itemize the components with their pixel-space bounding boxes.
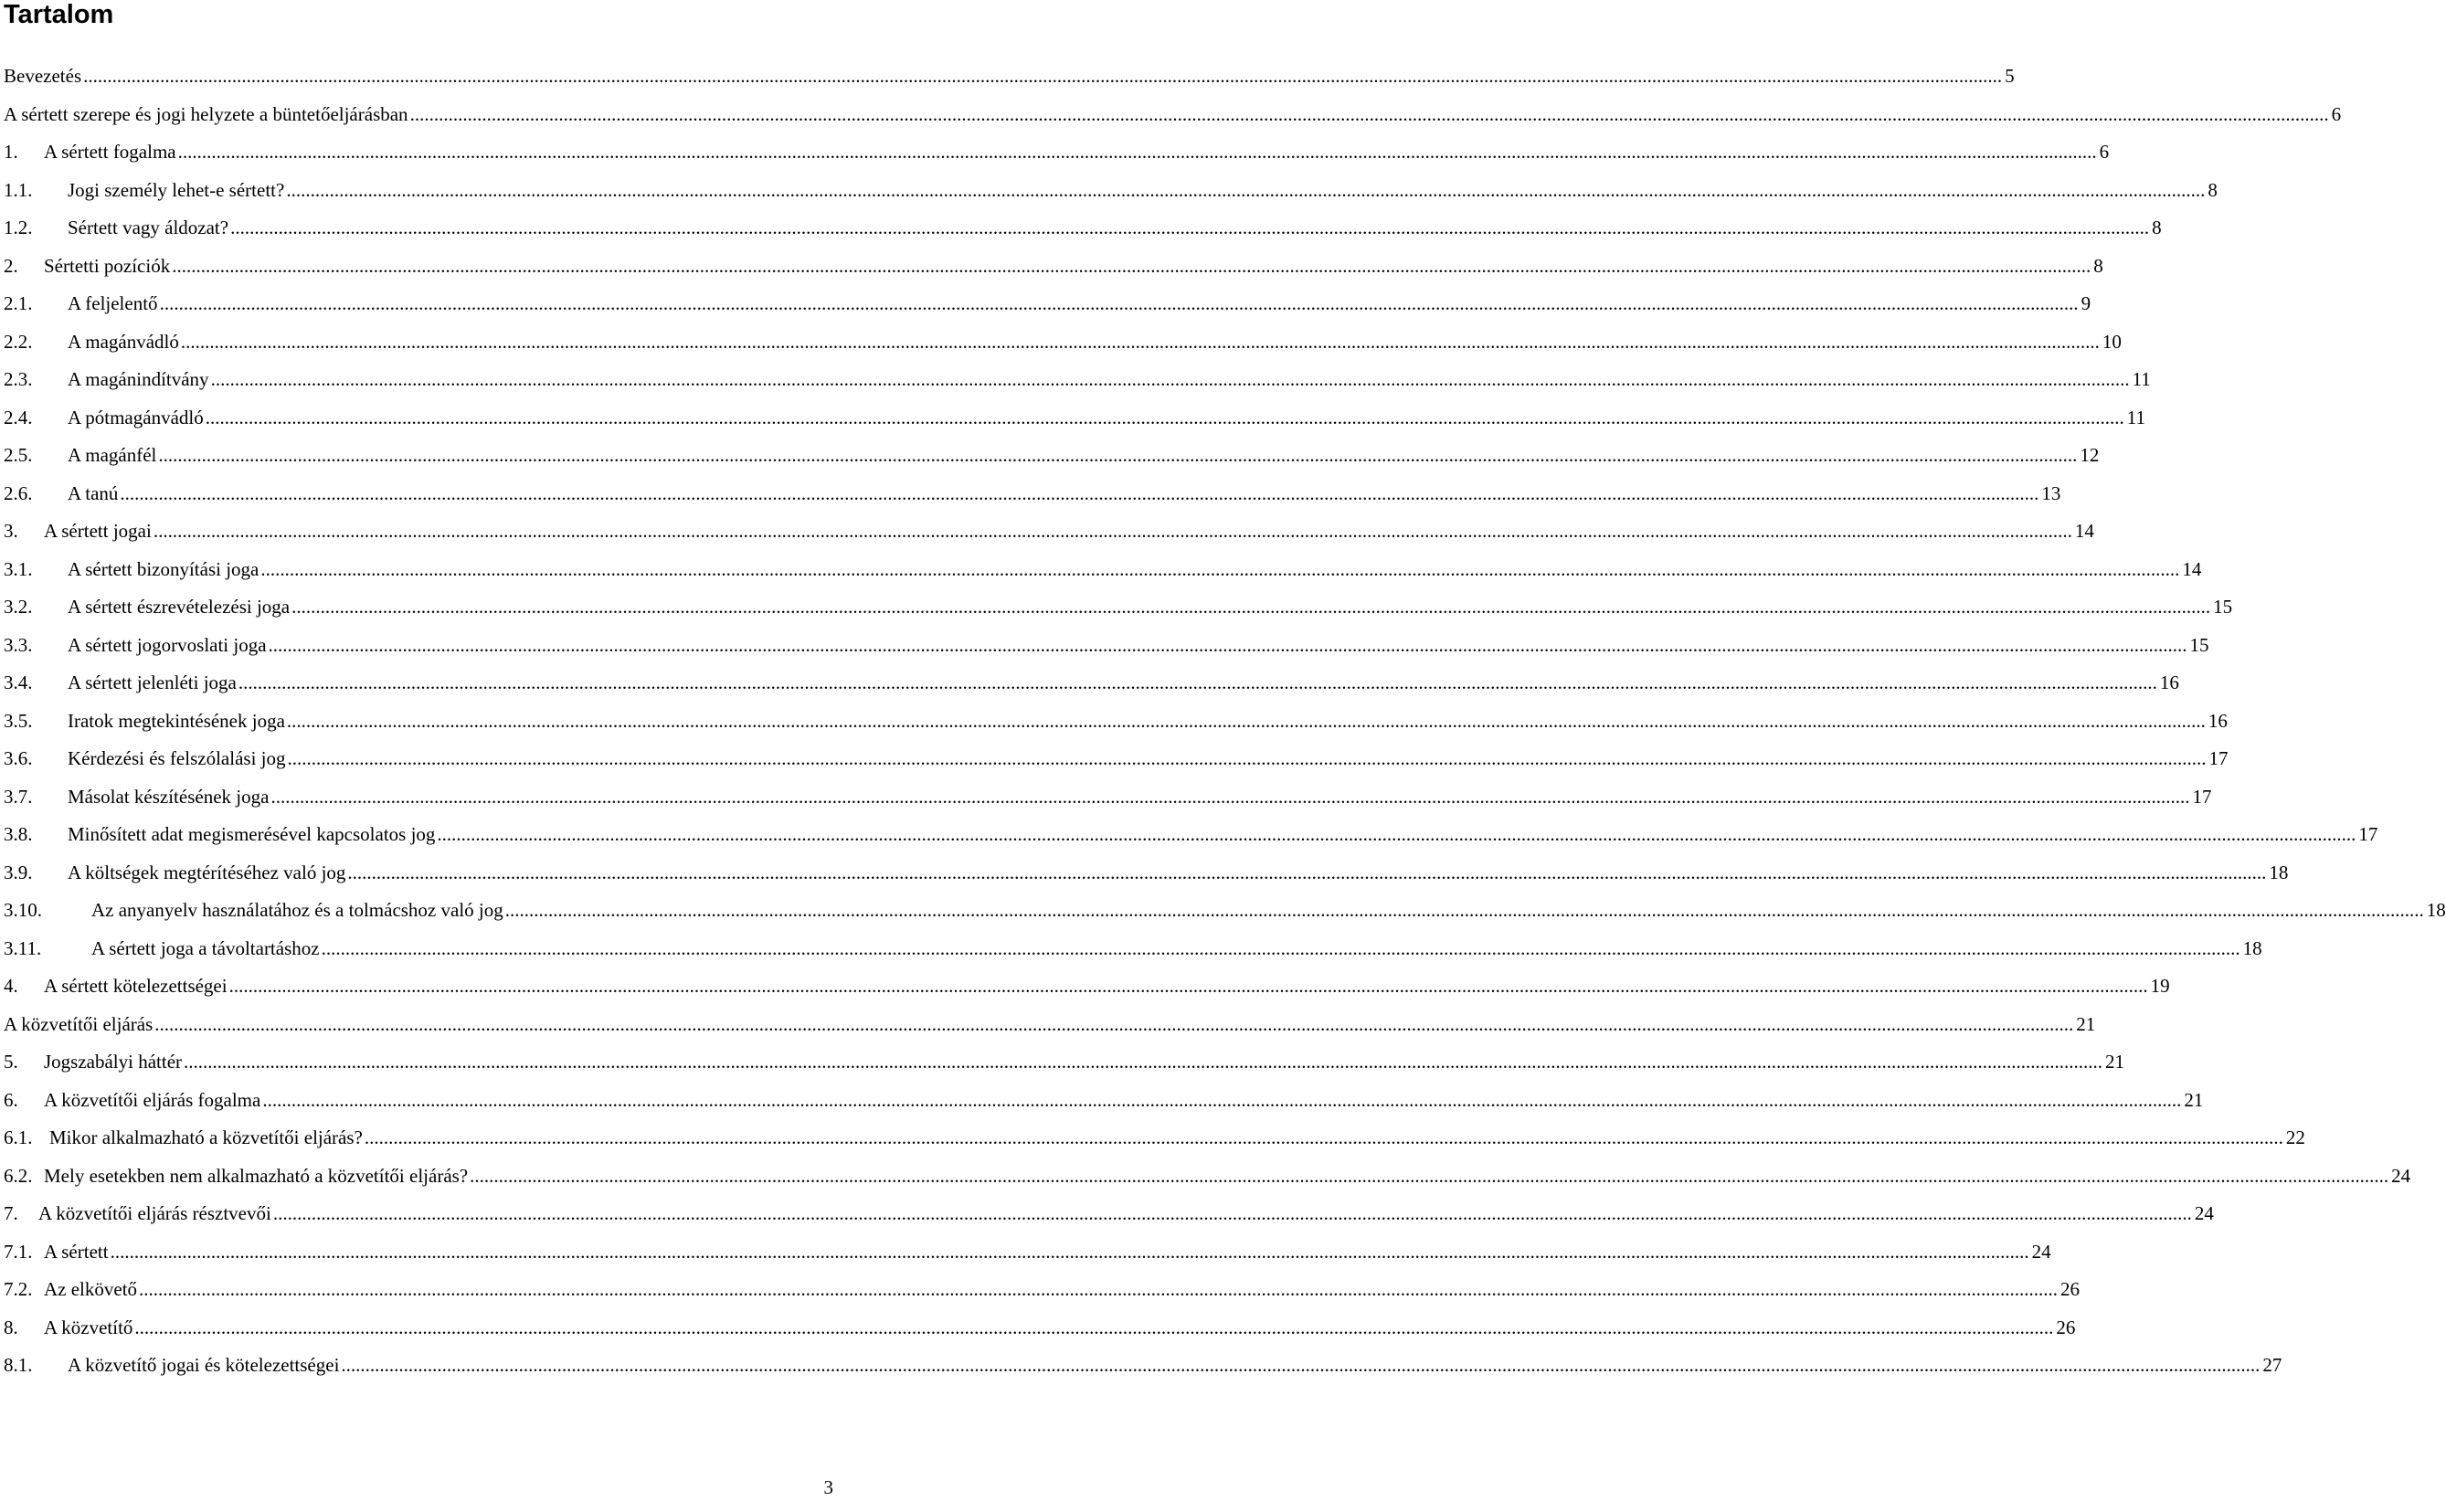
- toc-dot-leader: ................................................................................................................................................................................................................................................................................................................................................................................................................: [139, 1278, 2059, 1300]
- toc-entry-label: Mikor alkalmazható a közvetítői eljárás?: [49, 1126, 363, 1148]
- toc-entry-page: 22: [2285, 1126, 2305, 1148]
- toc-entry[interactable]: [4, 778, 2212, 817]
- toc-entry-number: 1.1.: [4, 178, 33, 201]
- toc-entry-page: 5: [2005, 65, 2015, 87]
- toc-dot-leader: ................................................................................................................................................................................................................................................................................................................................................................................................................: [205, 406, 2124, 428]
- toc-entry[interactable]: [4, 854, 2289, 893]
- toc-entry-number: 1.2.: [4, 217, 33, 238]
- toc-entry-label: Az elkövető: [44, 1278, 138, 1300]
- toc-dot-leader: ................................................................................................................................................................................................................................................................................................................................................................................................................: [321, 936, 2240, 959]
- toc-entry-label: A magánfél: [68, 444, 157, 466]
- toc-entry-label: A sértett jogai: [44, 520, 152, 542]
- toc-entry-label: A közvetítő jogai és kötelezettségei: [68, 1354, 340, 1376]
- toc-entry-number: 5.: [4, 1051, 18, 1073]
- toc-entry-number: 2.1.: [4, 292, 33, 314]
- toc-entry-label: A feljelentő: [68, 292, 158, 314]
- toc-entry-label: A sértett: [44, 1240, 109, 1263]
- toc-entry[interactable]: [4, 967, 2170, 1006]
- toc-entry[interactable]: [4, 96, 2342, 134]
- toc-entry-page: 18: [2242, 936, 2262, 959]
- toc-entry-label: A közvetítői eljárás: [4, 1012, 154, 1035]
- toc-entry-page: 19: [2150, 975, 2170, 997]
- toc-entry[interactable]: [4, 172, 2218, 210]
- toc-entry[interactable]: [4, 1233, 2051, 1272]
- toc-entry-page: 9: [2081, 292, 2091, 314]
- toc-dot-leader: ................................................................................................................................................................................................................................................................................................................................................................................................................: [437, 823, 2356, 845]
- toc-entry-label: A költségek megtérítéséhez való jog: [68, 861, 346, 883]
- toc-dot-leader: ................................................................................................................................................................................................................................................................................................................................................................................................................: [341, 1354, 2261, 1376]
- toc-entry-label: Bevezetés: [4, 65, 82, 87]
- toc-entry-number: 3.7.: [4, 785, 33, 808]
- toc-entry[interactable]: [4, 513, 2094, 551]
- toc-entry[interactable]: [4, 892, 2446, 930]
- toc-entry[interactable]: [4, 248, 2103, 286]
- toc-dot-leader: ................................................................................................................................................................................................................................................................................................................................................................................................................: [262, 1088, 2182, 1111]
- toc-entry-number: 3.3.: [4, 633, 33, 656]
- toc-entry[interactable]: [4, 1309, 2076, 1348]
- toc-entry[interactable]: [4, 1043, 2125, 1082]
- toc-entry[interactable]: [4, 551, 2202, 589]
- toc-entry-number: 2.5.: [4, 444, 33, 466]
- page-title: Tartalom: [4, 0, 114, 29]
- toc-dot-leader: ................................................................................................................................................................................................................................................................................................................................................................................................................: [230, 217, 2150, 238]
- toc-entry-number: 6.: [4, 1088, 18, 1111]
- toc-entry-label: A sértett joga a távoltartáshoz: [91, 936, 320, 959]
- toc-entry[interactable]: [4, 1119, 2305, 1158]
- toc-entry-number: 3.5.: [4, 709, 33, 732]
- toc-dot-leader: ................................................................................................................................................................................................................................................................................................................................................................................................................: [159, 292, 2079, 314]
- toc-entry[interactable]: [4, 703, 2228, 741]
- toc-entry[interactable]: [4, 475, 2061, 513]
- toc-entry-label: A sértett jogorvoslati joga: [68, 633, 267, 656]
- toc-dot-leader: ................................................................................................................................................................................................................................................................................................................................................................................................................: [270, 785, 2190, 808]
- toc-entry-page: 26: [2060, 1278, 2081, 1300]
- toc-entry-number: 3.11.: [4, 936, 42, 959]
- toc-dot-leader: ................................................................................................................................................................................................................................................................................................................................................................................................................: [172, 254, 2091, 277]
- toc-entry-page: 21: [2184, 1088, 2204, 1111]
- toc-entry-label: A sértett bizonyítási joga: [68, 557, 259, 580]
- toc-entry-page: 16: [2159, 671, 2179, 693]
- toc-entry[interactable]: [4, 740, 2229, 778]
- toc-entry-label: A sértett észrevételezési joga: [68, 596, 291, 618]
- toc-entry[interactable]: [4, 1347, 2282, 1385]
- toc-entry[interactable]: [4, 399, 2145, 438]
- toc-entry-number: 6.2.: [4, 1164, 33, 1187]
- toc-entry-label: A pótmagánvádló: [68, 406, 204, 428]
- toc-entry-page: 6: [2331, 102, 2342, 125]
- toc-dot-leader: ................................................................................................................................................................................................................................................................................................................................................................................................................: [134, 1316, 2054, 1338]
- toc-entry[interactable]: [4, 1158, 2411, 1196]
- toc-entry-label: Másolat készítésének joga: [68, 785, 270, 808]
- toc-entry-number: 3.4.: [4, 671, 33, 693]
- toc-entry-label: A közvetítői eljárás fogalma: [44, 1088, 261, 1111]
- toc-entry-label: Mely esetekben nem alkalmazható a közvetítői eljárás?: [44, 1164, 469, 1187]
- toc-entry-label: Minősített adat megismerésével kapcsolatos jog: [68, 823, 436, 845]
- toc-entry[interactable]: [4, 930, 2262, 968]
- toc-entry-page: 24: [2391, 1164, 2411, 1187]
- toc-entry-label: A magánindítvány: [68, 368, 209, 390]
- toc-entry-page: 17: [2208, 747, 2229, 769]
- toc-entry-page: 17: [2358, 823, 2378, 845]
- toc-entry-page: 8: [2152, 217, 2162, 238]
- toc-entry-number: 7.1.: [4, 1240, 33, 1263]
- toc-entry-number: 4.: [4, 975, 18, 997]
- toc-entry-number: 7.2.: [4, 1278, 33, 1300]
- toc-entry[interactable]: [4, 209, 2162, 248]
- toc-entry-page: 15: [2189, 633, 2209, 656]
- toc-dot-leader: ................................................................................................................................................................................................................................................................................................................................................................................................................: [154, 1012, 2074, 1035]
- toc-dot-leader: ................................................................................................................................................................................................................................................................................................................................................................................................................: [210, 368, 2130, 390]
- toc-entry-page: 12: [2080, 444, 2100, 466]
- toc-entry-number: 8.1.: [4, 1354, 33, 1376]
- toc-entry-page: 8: [2093, 254, 2103, 277]
- toc-dot-leader: ................................................................................................................................................................................................................................................................................................................................................................................................................: [184, 1051, 2103, 1073]
- toc-entry-label: Iratok megtekintésének joga: [68, 709, 285, 732]
- toc-dot-leader: ................................................................................................................................................................................................................................................................................................................................................................................................................: [238, 671, 2157, 693]
- table-of-contents: [4, 58, 2446, 1385]
- toc-entry[interactable]: [4, 1271, 2081, 1309]
- toc-entry-label: Jogszabályi háttér: [44, 1051, 183, 1073]
- toc-entry[interactable]: [4, 1082, 2204, 1120]
- toc-entry-label: A tanú: [68, 481, 119, 504]
- toc-entry[interactable]: [4, 627, 2209, 665]
- toc-entry-page: 11: [2132, 368, 2151, 390]
- toc-entry[interactable]: [4, 437, 2100, 475]
- toc-entry-label: A sértett kötelezettségei: [44, 975, 228, 997]
- toc-entry-label: A sértett fogalma: [44, 141, 176, 163]
- toc-entry-label: Az anyanyelv használatához és a tolmácshoz való jog: [91, 899, 503, 921]
- toc-entry[interactable]: [4, 1195, 2214, 1233]
- toc-entry[interactable]: [4, 588, 2233, 627]
- toc-entry-page: 13: [2041, 481, 2061, 504]
- toc-dot-leader: ................................................................................................................................................................................................................................................................................................................................................................................................................: [177, 141, 2097, 163]
- toc-dot-leader: ................................................................................................................................................................................................................................................................................................................................................................................................................: [504, 899, 2424, 921]
- toc-entry-number: 8.: [4, 1316, 18, 1338]
- toc-dot-leader: ................................................................................................................................................................................................................................................................................................................................................................................................................: [180, 330, 2100, 353]
- toc-entry[interactable]: [4, 285, 2091, 323]
- toc-entry-page: 27: [2262, 1354, 2282, 1376]
- toc-dot-leader: ................................................................................................................................................................................................................................................................................................................................................................................................................: [364, 1126, 2283, 1148]
- toc-dot-leader: ................................................................................................................................................................................................................................................................................................................................................................................................................: [260, 557, 2180, 580]
- toc-entry-label: Jogi személy lehet-e sértett?: [68, 178, 285, 201]
- toc-entry-label: A sértett jelenléti joga: [68, 671, 237, 693]
- toc-entry-number: 2.4.: [4, 406, 33, 428]
- toc-entry-number: 2.3.: [4, 368, 33, 390]
- toc-dot-leader: ................................................................................................................................................................................................................................................................................................................................................................................................................: [409, 102, 2329, 125]
- toc-dot-leader: ................................................................................................................................................................................................................................................................................................................................................................................................................: [272, 1202, 2192, 1224]
- toc-dot-leader: ................................................................................................................................................................................................................................................................................................................................................................................................................: [268, 633, 2187, 656]
- toc-entry-number: 2.: [4, 254, 18, 277]
- toc-entry-page: 16: [2208, 709, 2228, 732]
- toc-entry[interactable]: [4, 323, 2122, 362]
- toc-entry-number: 3.9.: [4, 861, 33, 883]
- toc-entry-page: 24: [2194, 1202, 2214, 1224]
- toc-dot-leader: ................................................................................................................................................................................................................................................................................................................................................................................................................: [287, 747, 2207, 769]
- toc-entry-page: 21: [2076, 1012, 2096, 1035]
- toc-entry-page: 18: [2269, 861, 2289, 883]
- toc-entry-label: Sértetti pozíciók: [44, 254, 171, 277]
- toc-dot-leader: ................................................................................................................................................................................................................................................................................................................................................................................................................: [228, 975, 2148, 997]
- toc-entry-number: 1.: [4, 141, 18, 163]
- toc-dot-leader: ................................................................................................................................................................................................................................................................................................................................................................................................................: [83, 65, 2003, 87]
- toc-entry-number: 3.6.: [4, 747, 33, 769]
- toc-entry-page: 15: [2213, 596, 2233, 618]
- toc-entry-number: 2.6.: [4, 481, 33, 504]
- toc-entry-number: 2.2.: [4, 330, 33, 353]
- toc-entry-page: 6: [2099, 141, 2110, 163]
- toc-entry-page: 26: [2056, 1316, 2076, 1338]
- toc-dot-leader: ................................................................................................................................................................................................................................................................................................................................................................................................................: [291, 596, 2211, 618]
- toc-dot-leader: ................................................................................................................................................................................................................................................................................................................................................................................................................: [347, 861, 2267, 883]
- toc-entry-label: Kérdezési és felszólalási jog: [68, 747, 286, 769]
- toc-entry-page: 14: [2182, 557, 2202, 580]
- toc-entry-page: 10: [2102, 330, 2122, 353]
- toc-dot-leader: ................................................................................................................................................................................................................................................................................................................................................................................................................: [470, 1164, 2389, 1187]
- toc-entry-page: 8: [2208, 178, 2218, 201]
- toc-entry-page: 18: [2426, 899, 2446, 921]
- toc-entry[interactable]: [4, 58, 2015, 96]
- toc-entry-label: A közvetítő: [44, 1316, 133, 1338]
- toc-entry[interactable]: [4, 133, 2110, 172]
- toc-dot-leader: ................................................................................................................................................................................................................................................................................................................................................................................................................: [286, 178, 2206, 201]
- toc-dot-leader: ................................................................................................................................................................................................................................................................................................................................................................................................................: [110, 1240, 2029, 1263]
- toc-entry-page: 17: [2192, 785, 2212, 808]
- toc-entry-number: 3.10.: [4, 899, 42, 921]
- toc-dot-leader: ................................................................................................................................................................................................................................................................................................................................................................................................................: [120, 481, 2039, 504]
- toc-entry[interactable]: [4, 1006, 2096, 1044]
- toc-entry-number: 3.2.: [4, 596, 33, 618]
- toc-entry-page: 21: [2105, 1051, 2125, 1073]
- toc-entry-label: Sértett vagy áldozat?: [68, 217, 229, 238]
- toc-entry-number: 7.: [4, 1202, 18, 1224]
- toc-entry[interactable]: [4, 664, 2179, 703]
- toc-entry-number: 3.8.: [4, 823, 33, 845]
- toc-entry-number: 3.1.: [4, 557, 33, 580]
- toc-dot-leader: ................................................................................................................................................................................................................................................................................................................................................................................................................: [158, 444, 2078, 466]
- toc-entry[interactable]: [4, 361, 2151, 399]
- toc-dot-leader: ................................................................................................................................................................................................................................................................................................................................................................................................................: [286, 709, 2206, 732]
- toc-entry-label: A közvetítői eljárás résztvevői: [38, 1202, 271, 1224]
- toc-entry-number: 3.: [4, 520, 18, 542]
- toc-entry-page: 24: [2031, 1240, 2051, 1263]
- toc-entry-page: 14: [2074, 520, 2094, 542]
- toc-dot-leader: ................................................................................................................................................................................................................................................................................................................................................................................................................: [153, 520, 2072, 542]
- toc-entry-page: 11: [2126, 406, 2145, 428]
- toc-entry[interactable]: [4, 816, 2378, 854]
- toc-entry-number: 6.1.: [4, 1126, 33, 1148]
- toc-entry-label: A magánvádló: [68, 330, 179, 353]
- footer-page-number: 3: [823, 1476, 833, 1498]
- toc-entry-label: A sértett szerepe és jogi helyzete a büntetőeljárásban: [4, 102, 408, 125]
